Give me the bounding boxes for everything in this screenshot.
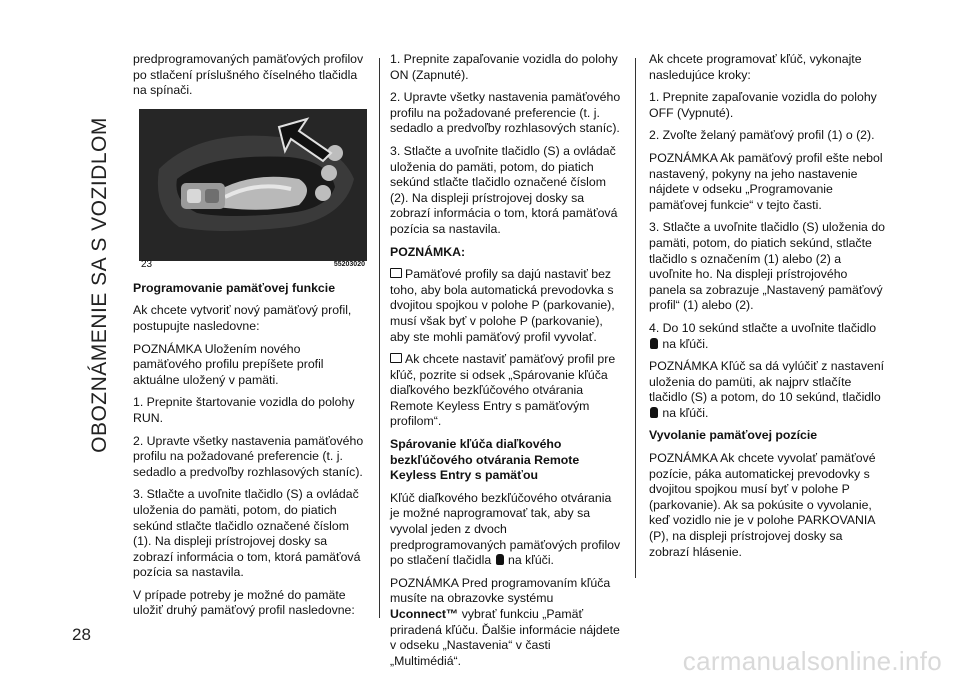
column-3 [649,52,885,567]
figure-code: 55203020 [333,261,365,269]
key-icon [650,407,658,418]
brand-name: Uconnect™ [390,607,459,621]
paragraph: Ak chcete vytvoriť nový pamäťový profil, postupujte nasledovne: [133,303,352,333]
paragraph: POZNÁMKA Pred programovaním kľúča musíte na obrazovke systému Uconnect™ vybrať funkciu „Pamäť priradená kľúču. Ďalšie informácie nájdete v odseku „Nastavenia“ v časti „Multimédiá“. [390,575,620,668]
note-item: Pamäťové profily sa dajú nastaviť bez toho, aby bola automatická prevodovka s dvojitou spojkou v polohe P (parkovanie), musí však byť v polohe P (parkovanie), aby ste mohli pamäťový profil vyvolať. [390,267,615,344]
step-4: 4. Do 10 sekúnd stlačte a uvoľnite tlačidlo na kľúči. [649,320,877,351]
memory-button-2 [321,165,337,181]
note-icon [390,268,402,278]
step-2: 2. Zvoľte želaný pamäťový profil (1) o (2). [649,128,875,143]
section-heading: Vyvolanie pamäťovej pozície [649,428,818,443]
section-heading: Spárovanie kľúča diaľkového bezkľúčového otvárania Remote Keyless Entry s pamäťou [390,437,580,483]
note: POZNÁMKA Ak chcete vyvolať pamäťové pozície, páka automatickej prevodovky s dvojitou spojkou musí byť v polohe P (parkovanie). Ak sa pokúsite o vyvolanie, keď vozidlo nie je v polohe PARKOVANIA (P), na displeji prístrojovej dosky sa zobrazí hlásenie. [649,451,876,559]
step-3: 3. Stlačte a uvoľnite tlačidlo (S) a ovládač uloženia do pamäti, potom, do piatich sekúnd stlačte tlačidlo označené číslom (1). Na displeji prístrojovej dosky sa zobrazí informácia o tom, ktorá pamäťová pozícia sa nastavila. [133,487,361,580]
page-number: 28 [72,625,91,644]
intro-text: predprogramovaných pamäťových profilov po stlačení príslušného číselného tlačidla na spínači. [133,52,364,98]
note-heading: POZNÁMKA: [390,244,466,259]
paragraph: Ak chcete programovať kľúč, vykonajte nasledujúce kroky: [649,52,862,82]
note-icon [390,353,402,363]
paragraph: Kľúč diaľkového bezkľúčového otvárania je možné naprogramovať tak, aby sa vyvolal jeden z dvoch predprogramovaných pamäťových profilov po stlačení tlačidla na kľúči. [390,490,621,568]
step-3: 3. Stlačte a uvoľnite tlačidlo (S) uloženia do pamäti, potom, do piatich sekúnd, stlačte tlačidlo s označením (1) alebo (2) a uvoľnite ho. Na displeji prístrojového panela sa zobrazuje „Nastavený pamäťový profil“ (1) alebo (2). [649,220,885,313]
paragraph: V prípade potreby je možné do pamäte uložiť druhý pamäťový profil nasledovne: [133,587,355,618]
note: POZNÁMKA Kľúč sa dá vylúčiť z nastavení uloženia do pamüti, ak najprv stlačíte tlačidlo (S) a potom, do 10 sekúnd, tlačidlo na kľúči. [649,359,885,420]
column-divider-1 [379,58,380,618]
step-1: 1. Prepnite zapaľovanie vozidla do polohy ON (Zapnuté). [390,52,618,82]
door-panel-illustration [139,109,367,261]
note-item: Ak chcete nastaviť pamäťový profil pre kľúč, pozrite si odsek „Spárovanie kľúča diaľkového bezkľúčového otvárania Remote Keyless Entry s pamäťovým profilom“. [390,352,616,429]
step-2: 2. Upravte všetky nastavenia pamäťového profilu na požadované preferencie (t. j. sedadlo a predvoľby rozhlasových staníc). [390,90,621,136]
step-2: 2. Upravte všetky nastavenia pamäťového profilu na požadované preferencie (t. j. sedadlo a predvoľby rozhlasových staníc). [133,433,364,479]
key-icon [650,338,658,349]
figure-caption: Programovanie pamäťovej funkcie [133,280,336,295]
note: POZNÁMKA Ak pamäťový profil ešte nebol nastavený, pokyny na jeho nastavenie nájdete v odseku „Programovanie pamäťovej funkcie“ v tejto časti. [649,150,883,212]
key-icon [496,554,504,565]
step-1: 1. Prepnite štartovanie vozidla do polohy RUN. [133,395,355,425]
figure-number: 23 [141,259,153,271]
door-memory-switch-figure [139,109,367,275]
step-3: 3. Stlačte a uvoľnite tlačidlo (S) a ovládač uloženia do pamäti, potom, do piatich sekúnd stlačte tlačidlo označené číslom (2). Na displeji prístrojovej dosky sa zobrazí informácia o tom, ktorá pamäťová pozícia sa nastavila. [390,143,618,236]
watermark: carmanualsonline.info [682,646,942,676]
step-1: 1. Prepnite zapaľovanie vozidla do polohy OFF (Vypnuté). [649,90,877,120]
chapter-side-title: OBOZNÁMENIE SA S VOZIDLOM [88,117,111,453]
memory-button-s [315,185,331,201]
column-1 [133,52,369,626]
column-2 [390,52,622,676]
column-divider-2 [635,58,636,578]
paragraph: POZNÁMKA Uložením nového pamäťového profilu prepíšete profil aktuálne uložený v pamäti. [133,341,324,387]
